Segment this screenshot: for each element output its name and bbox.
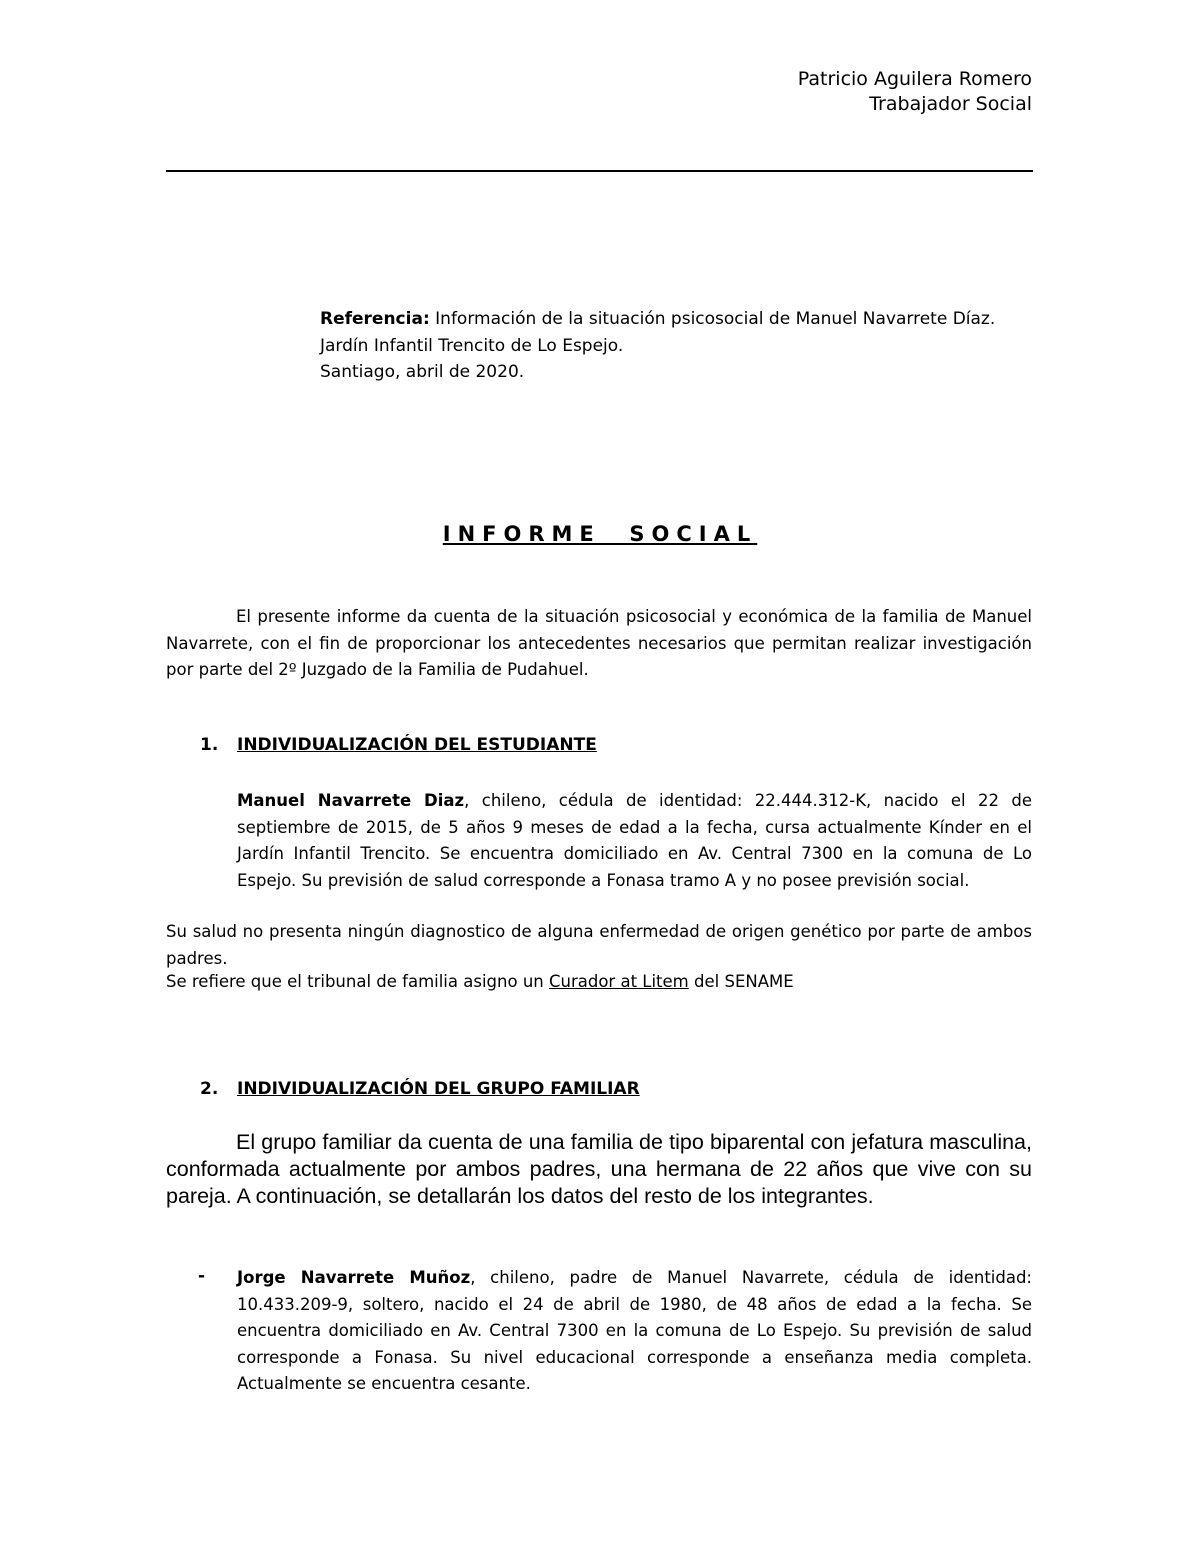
student-details: , chileno, cédula de identidad: 22.444.312-K, nacido el 22 de septiembre de 2015, de 5 años 9 meses de edad a la fecha, cursa actualmente Kínder en el Jardín Infantil Trencito. Se encuentra domiciliado en Av. Central 7300 en la comuna de Lo Espejo. Su previsión de salud corresponde a Fonasa tramo A y no posee previsión social. [237,791,1032,890]
curator-text-before: Se refiere que el tribunal de familia asigno un [166,972,549,991]
member-name: Jorge Navarrete Muñoz [237,1268,471,1287]
author-name: Patricio Aguilera Romero [797,68,1032,90]
family-intro-paragraph: El grupo familiar da cuenta de una familia de tipo biparental con jefatura masculina, conformada actualmente por ambos padres, una hermana de 22 años que vive con su pareja. A continuación, se detallarán los datos del resto de los integrantes. [166,1130,1032,1208]
member-details: , chileno, padre de Manuel Navarrete, cédula de identidad: 10.433.209-9, soltero, nacido el 24 de abril de 1980, de 48 años de edad a la fecha. Se encuentra domiciliado en Av. Central 7300 en la comuna de Lo Espejo. Su previsión de salud corresponde a Fonasa. Su nivel educacional corresponde a enseñanza media completa. Actualmente se encuentra cesante. [237,1268,1032,1393]
student-name: Manuel Navarrete Diaz [237,791,465,810]
reference-subject: Información de la situación psicosocial de Manuel Navarrete Díaz. [429,309,996,329]
author-role: Trabajador Social [869,93,1032,115]
intro-paragraph: El presente informe da cuenta de la situación psicosocial y económica de la familia de Manuel Navarrete, con el fin de proporcionar los antecedentes necesarios que permitan realizar investigación por parte del 2º Juzgado de la Familia de Pudahuel. [166,607,1032,679]
reference-label: Referencia: [320,309,430,329]
curator-line [166,972,794,991]
section-2-heading [200,1079,640,1099]
section-1-heading [200,735,597,755]
header-divider [166,170,1033,172]
member-bullet: - [198,1266,206,1286]
section-2-number: 2. [200,1079,219,1099]
section-2-title: INDIVIDUALIZACIÓN DEL GRUPO FAMILIAR [237,1079,640,1099]
reference-date: Santiago, abril de 2020. [320,362,525,382]
section-1-title: INDIVIDUALIZACIÓN DEL ESTUDIANTE [237,735,597,755]
section-1-number: 1. [200,735,219,755]
document-title: INFORME SOCIAL [442,522,758,546]
health-paragraph: Su salud no presenta ningún diagnostico de alguna enfermedad de origen genético por parte de ambos padres. [166,922,1032,968]
reference-institution: Jardín Infantil Trencito de Lo Espejo. [320,336,624,356]
member-paragraph [237,1265,1032,1398]
student-paragraph [237,788,1032,894]
reference-line [320,309,995,329]
curator-text-after: del SENAME [688,972,794,991]
curator-term: Curador at Litem [548,972,689,991]
